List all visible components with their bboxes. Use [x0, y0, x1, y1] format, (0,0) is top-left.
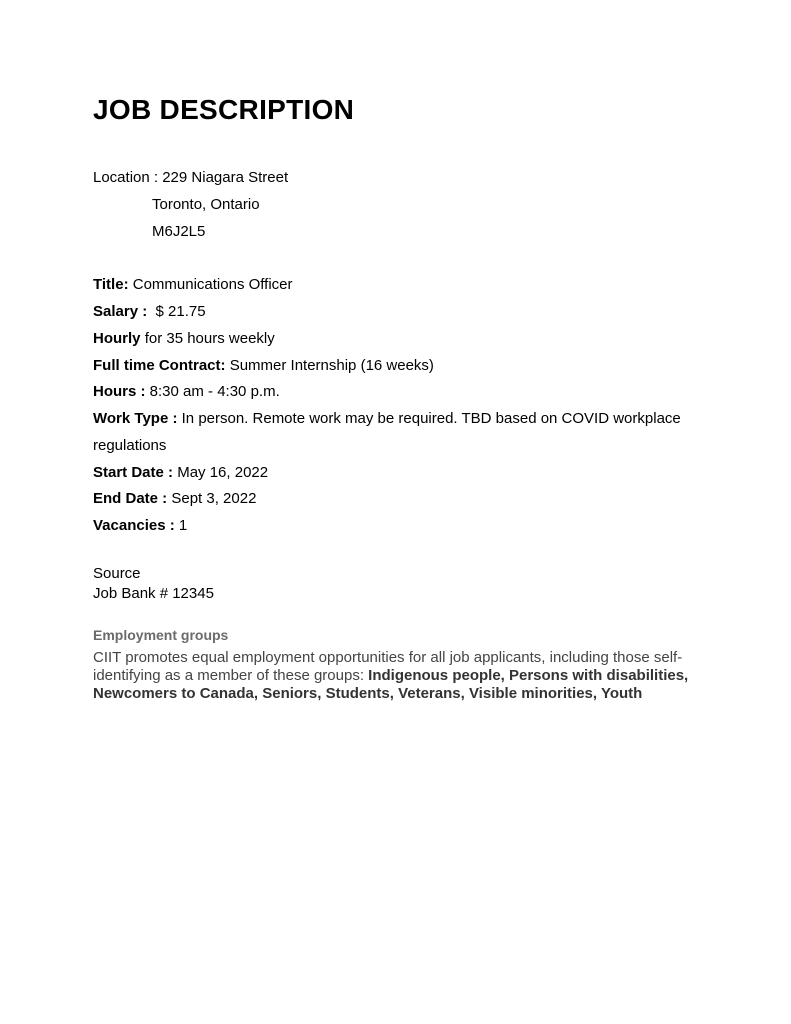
vacancies-label: Vacancies : — [93, 517, 175, 534]
end-date-value: Sept 3, 2022 — [171, 490, 257, 507]
vacancies-value: 1 — [178, 517, 188, 534]
worktype-value-line-2: regulations — [93, 437, 167, 454]
hourly-row — [93, 330, 275, 348]
vacancies-row — [93, 517, 187, 535]
employment-groups-text — [93, 649, 703, 703]
contract-value: Summer Internship (16 weeks) — [229, 357, 434, 374]
title-row — [93, 276, 293, 294]
worktype-label: Work Type : — [93, 410, 178, 427]
end-date-label: End Date : — [93, 490, 168, 507]
employment-groups-heading: Employment groups — [93, 627, 229, 643]
source-label: Source — [93, 565, 141, 582]
hourly-value: for 35 hours weekly — [144, 330, 275, 347]
worktype-row — [93, 410, 681, 428]
page-title: JOB DESCRIPTION — [93, 94, 355, 125]
hours-value: 8:30 am - 4:30 p.m. — [149, 383, 280, 400]
title-value: Communications Officer — [132, 276, 293, 293]
salary-row — [93, 303, 206, 321]
start-date-row — [93, 464, 268, 482]
worktype-value-line-1: In person. Remote work may be required. TBD based on COVID workplace — [181, 410, 681, 427]
contract-row — [93, 357, 434, 375]
location-line-1 — [93, 169, 288, 187]
salary-label: Salary : — [93, 303, 148, 320]
employment-groups-list: Indigenous people, Persons with disabilities, Newcomers to Canada, Seniors, Students, Veterans, Visible minorities, Youth — [93, 667, 689, 702]
contract-label: Full time Contract: — [93, 357, 226, 374]
source-value: Job Bank # 12345 — [93, 585, 214, 602]
hours-row — [93, 383, 280, 401]
location-address-line-3: M6J2L5 — [152, 223, 206, 240]
end-date-row — [93, 490, 256, 508]
hourly-label: Hourly — [93, 330, 141, 347]
start-date-value: May 16, 2022 — [177, 464, 269, 481]
location-address-line-1: 229 Niagara Street — [162, 169, 289, 186]
location-address-line-2: Toronto, Ontario — [152, 196, 260, 213]
hours-label: Hours : — [93, 383, 146, 400]
employment-groups-intro: CIIT promotes equal employment opportunities for all job applicants, including those self-identifying as a member of these groups: — [93, 649, 683, 684]
salary-value: $ 21.75 — [155, 303, 206, 320]
start-date-label: Start Date : — [93, 464, 174, 481]
title-label: Title: — [93, 276, 129, 293]
location-label: Location : — [93, 169, 159, 186]
